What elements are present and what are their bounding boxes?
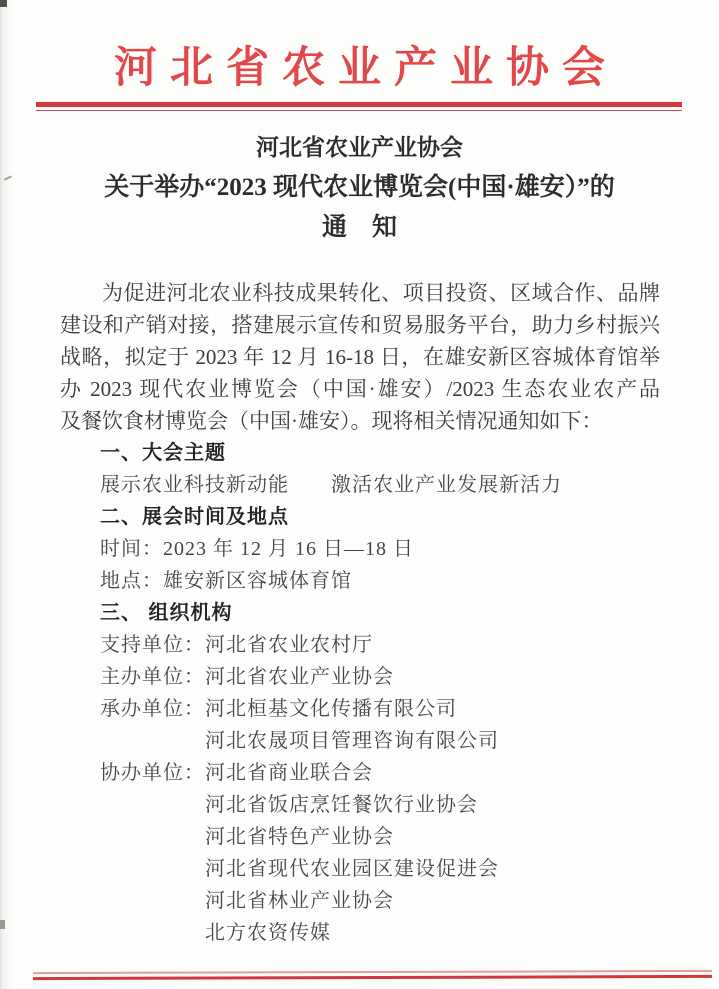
org-name: 河北省农业产业协会 — [205, 666, 394, 688]
org-name: 河北农晟项目管理咨询有限公司 — [205, 730, 499, 752]
section-heading-theme: 一、大会主题 — [100, 442, 226, 464]
document-title-notice-word: 通 知 — [321, 214, 397, 241]
org-name: 河北省特色产业协会 — [205, 826, 394, 848]
letterhead-divider — [36, 102, 682, 111]
intro-line: 办 2023 现代农业博览会（中国·雄安）/2023 生态农业农产品 — [60, 377, 660, 401]
footer-divider — [33, 970, 712, 980]
org-name: 河北省林业产业协会 — [205, 890, 394, 912]
intro-line: 建设和产销对接，搭建展示宣传和贸易服务平台，助力乡村振兴 — [60, 313, 660, 337]
document-title-subject-line: 关于举办“2023 现代农业博览会(中国·雄安）”的 — [104, 174, 615, 201]
org-group-label: 支持单位： — [100, 634, 205, 656]
org-name: 河北省饭店烹饪餐饮行业协会 — [205, 794, 478, 816]
org-group-support — [60, 629, 660, 661]
section-heading-schedule: 二、展会时间及地点 — [100, 506, 289, 528]
intro-line: 为促进河北农业科技成果转化、项目投资、区域合作、品牌 — [102, 281, 660, 305]
org-group-host — [60, 661, 660, 693]
schedule-place: 地点：雄安新区容城体育馆 — [100, 570, 352, 592]
org-group-label: 协办单位： — [100, 762, 205, 784]
org-group-label: 主办单位： — [100, 666, 205, 688]
org-group-names — [205, 757, 660, 949]
document-body — [60, 277, 660, 949]
intro-line: 及餐饮食材博览会（中国·雄安）。现将相关情况通知如下： — [60, 409, 603, 433]
section-heading-organization: 三、 组织机构 — [100, 602, 233, 624]
org-name: 河北省农业农村厅 — [205, 634, 373, 656]
scan-artifact-corner — [0, 0, 7, 7]
org-group-organizer — [60, 693, 660, 757]
org-group-label: 承办单位： — [100, 698, 205, 720]
org-name: 河北省商业联合会 — [205, 762, 373, 784]
document-title — [0, 128, 719, 248]
org-name: 北方农资传媒 — [205, 922, 331, 944]
org-group-names — [205, 661, 660, 693]
letterhead-org-name: 河北省农业产业协会 — [114, 45, 618, 92]
org-group-co-organizer — [60, 757, 660, 949]
footer-divider-thick-line — [33, 975, 712, 980]
org-group-names — [205, 629, 660, 661]
footer-divider-thin-line — [33, 970, 712, 974]
org-name: 河北桓基文化传播有限公司 — [205, 698, 457, 720]
letterhead-divider-thick-line — [36, 102, 682, 107]
schedule-time: 时间：2023 年 12 月 16 日—18 日 — [100, 538, 414, 560]
letterhead-divider-thin-line — [36, 110, 682, 111]
theme-content: 展示农业科技新动能 激活农业产业发展新活力 — [100, 474, 562, 496]
scan-artifact-dash — [0, 920, 5, 929]
org-name: 河北省现代农业园区建设促进会 — [205, 858, 499, 880]
intro-line: 战略，拟定于 2023 年 12 月 16-18 日，在雄安新区容城体育馆举 — [60, 345, 660, 369]
document-title-org-line: 河北省农业产业协会 — [256, 135, 463, 160]
org-group-names — [205, 693, 660, 757]
intro-paragraph — [60, 277, 660, 437]
